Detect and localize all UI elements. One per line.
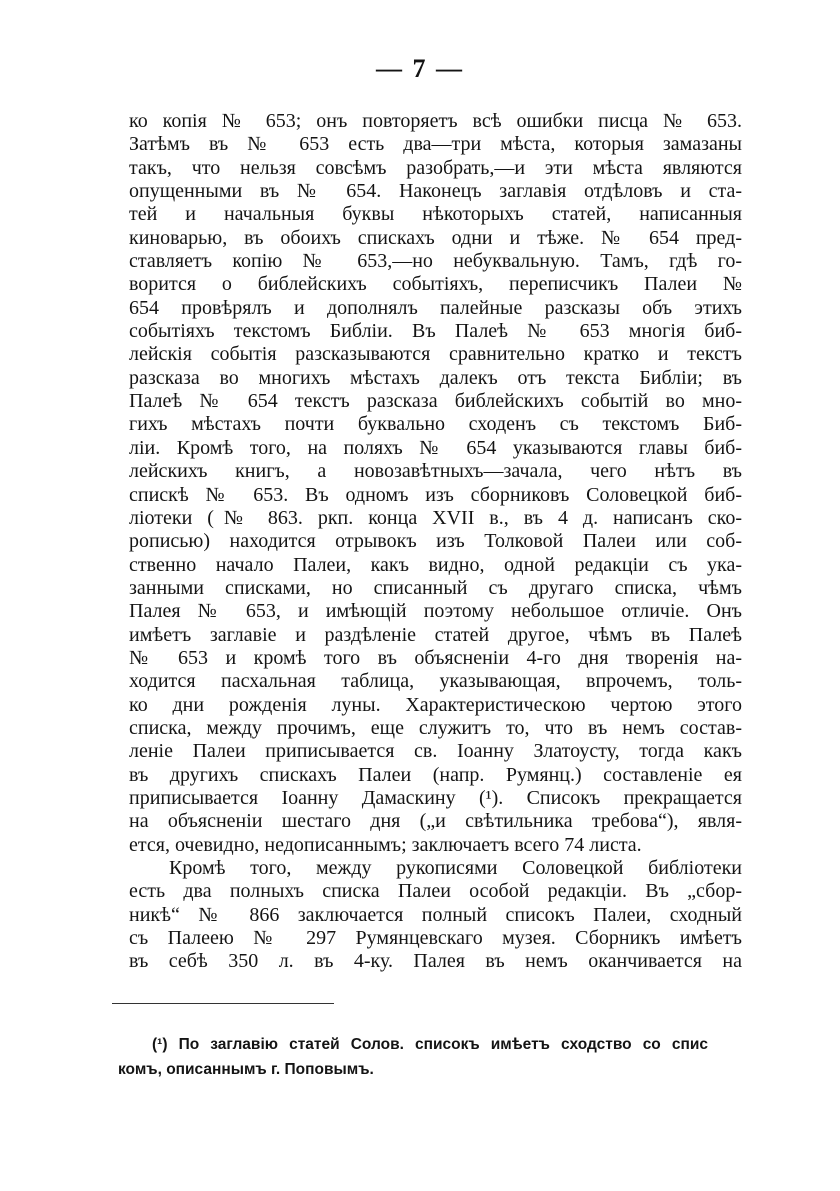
footnote-line: комъ, описаннымъ г. Поповымъ.	[118, 1061, 374, 1078]
text-line: въ себѣ 350 л. въ 4-ку. Палея въ немъ оканчивается на	[129, 950, 742, 973]
text-line: леніе Палеи приписывается св. Іоанну Златоусту, тогда какъ	[129, 740, 742, 763]
paragraph-first-line: Кромѣ того, между рукописями Соловецкой библіотеки	[169, 857, 742, 879]
text-line: ется, очевидно, недописаннымъ; заключаетъ всего 74 листа.	[129, 833, 642, 856]
text-line: въ другихъ спискахъ Палеи (напр. Румянц.) составленіе ея	[129, 763, 742, 786]
text-line: ко копія № 653; онъ повторяетъ всѣ ошибки писца № 653.	[129, 110, 742, 132]
text-line: ліотеки (№ 863. ркп. конца XVII в., въ 4 д. написанъ ско-	[129, 506, 742, 529]
text-line: событіяхъ текстомъ Библіи. Въ Палеѣ № 653 многія биб-	[129, 320, 742, 343]
text-line: съ Палеею № 297 Румянцевскаго музея. Сборникъ имѣетъ	[129, 927, 742, 950]
text-line: гихъ мѣстахъ почти буквально сходенъ съ текстомъ Биб-	[129, 413, 742, 436]
text-line: Палея № 653, и имѣющій поэтому небольшое отличіе. Онъ	[129, 600, 742, 623]
footnote-divider	[112, 1003, 334, 1004]
text-line: 654 провѣрялъ и дополнялъ палейные разсказы объ этихъ	[129, 296, 742, 319]
text-line: приписывается Іоанну Дамаскину (¹). Списокъ прекращается	[129, 786, 742, 809]
text-line: имѣетъ заглавіе и раздѣленіе статей другое, чѣмъ въ Палеѣ	[129, 623, 742, 646]
body-text	[129, 110, 742, 974]
text-line: тей и начальныя буквы нѣкоторыхъ статей, написанныя	[129, 203, 742, 226]
text-line: ворится о библейскихъ событіяхъ, переписчикъ Палеи №	[129, 273, 742, 296]
page-number: — 7 —	[376, 54, 464, 83]
text-line: занными списками, но списанный съ другаго списка, чѣмъ	[129, 576, 742, 599]
text-line: ко дни рожденія луны. Характеристическою чертою этого	[129, 693, 742, 716]
text-line: лейскія событія разсказываются сравнительно кратко и текстъ	[129, 343, 742, 366]
text-line: ходится пасхальная таблица, указывающая, впрочемъ, толь-	[129, 670, 742, 693]
text-line: есть два полныхъ списка Палеи особой редакціи. Въ „сбор-	[129, 880, 742, 903]
text-line: ставляетъ копію № 653,—но небуквальную. Тамъ, гдѣ го-	[129, 250, 742, 273]
text-line: киноварью, въ обоихъ спискахъ одни и тѣже. № 654 пред-	[129, 226, 742, 249]
footnote	[118, 1032, 708, 1082]
text-line: рописью) находится отрывокъ изъ Толковой Палеи или соб-	[129, 530, 742, 553]
text-line: опущенными въ № 654. Наконецъ заглавія отдѣловъ и ста-	[129, 180, 742, 203]
text-line: Затѣмъ въ № 653 есть два—три мѣста, которыя замазаны	[129, 133, 742, 156]
text-line: такъ, что нельзя совсѣмъ разобрать,—и эти мѣста являются	[129, 156, 742, 179]
text-line: ственно начало Палеи, какъ видно, одной редакціи съ ука-	[129, 553, 742, 576]
text-line: № 653 и кромѣ того въ объясненіи 4-го дня творенія на-	[129, 646, 742, 669]
footnote-line: (¹) По заглавію статей Солов. списокъ имѣетъ сходство со спис	[152, 1036, 708, 1053]
text-line: спискѣ № 653. Въ одномъ изъ сборниковъ Соловецкой биб-	[129, 483, 742, 506]
text-line: лейскихъ книгъ, а новозавѣтныхъ—зачала, чего нѣтъ въ	[129, 460, 742, 483]
text-line: ліи. Кромѣ того, на поляхъ № 654 указываются главы биб-	[129, 436, 742, 459]
text-line: Палеѣ № 654 текстъ разсказа библейскихъ событій во мно-	[129, 390, 742, 413]
text-line: на объясненіи шестаго дня („и свѣтильника требова“), явля-	[129, 810, 742, 833]
text-line: разсказа во многихъ мѣстахъ далекъ отъ текста Библіи; въ	[129, 366, 742, 389]
text-line: списка, между прочимъ, еще служитъ то, что въ немъ состав-	[129, 716, 742, 739]
text-line: никѣ“ № 866 заключается полный списокъ Палеи, сходный	[129, 903, 742, 926]
